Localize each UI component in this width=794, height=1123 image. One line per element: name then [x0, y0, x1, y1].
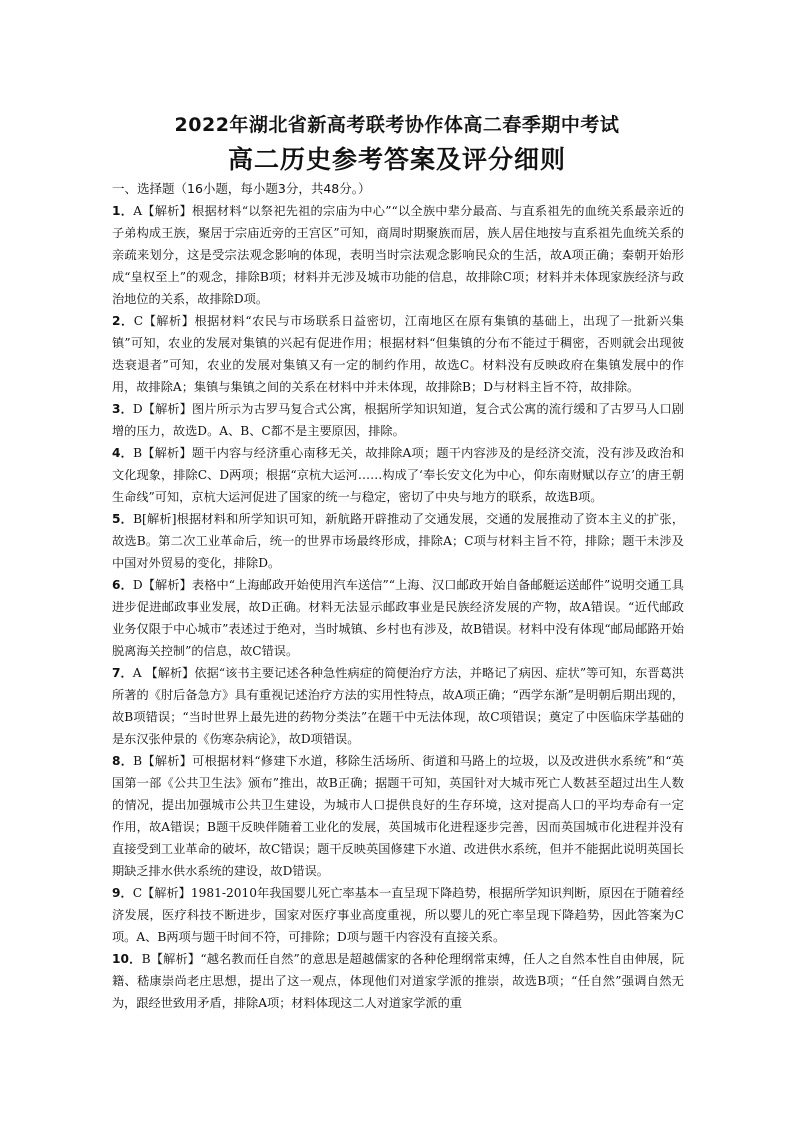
answer-text: B【解析】题干内容与经济重心南移无关，故排除A项；题干内容涉及的是经济交流，没有涉及政治和文化现象，排除C、D两项；根据“京杭大运河……构成了‘奉长安文化为中心，仰东南财赋以存立’的唐王朝生命线”可知，京杭大运河促进了国家的统一与稳定，密切了中央与地方的联系，故选B项。 [112, 446, 685, 504]
exam-title: 2022年湖北省新高考联考协作体高二春季期中考试 [174, 114, 620, 136]
answer-item-10 [112, 948, 684, 1014]
answer-text: C【解析】1981-2010年我国婴儿死亡率基本一直呈现下降趋势，根据所学知识判断，原因在于随着经济发展，医疗科技不断进步，国家对医疗事业高度重视，所以婴儿的死亡率呈现下降趋势，因此答案为C项。A、B两项与题干时间不符，可排除；D项与题干内容没有直接关系。 [112, 886, 684, 944]
answer-number: 2． [112, 314, 134, 328]
section-heading: 一、选择题（16小题，每小题3分，共48分。） [112, 181, 371, 196]
answer-number: 10． [112, 952, 142, 966]
answer-item-7 [112, 662, 684, 750]
answer-number: 8． [112, 754, 134, 768]
answer-text: B[解析]根据材料和所学知识可知，新航路开辟推动了交通发展，交通的发展推动了资本主义的扩张，故选B。第二次工业革命后，统一的世界市场最终形成，排除A；C项与材料主旨不符，排除；题干未涉及中国对外贸易的变化，排除D。 [112, 512, 685, 570]
answer-content [112, 178, 684, 1014]
answer-number: 1． [112, 204, 134, 218]
answer-number: 3． [112, 402, 133, 416]
answer-item-4 [112, 442, 684, 508]
answer-item-1 [112, 200, 684, 310]
answer-number: 5． [112, 512, 134, 526]
answer-number: 4． [112, 446, 134, 460]
answer-number: 9． [112, 886, 133, 900]
answer-text: D【解析】表格中“上海邮政开始使用汽车送信”“上海、汉口邮政开始自备邮艇运送邮件”说明交通工具进步促进邮政事业发展，故D正确。材料无法显示邮政事业是民族经济发展的产物，故A错误。“近代邮政业务仅限于中心城市”表述过于绝对，当时城镇、乡村也有涉及，故B错误。材料中没有体现“邮局邮路开始脱离海关控制”的信息，故C错误。 [112, 578, 684, 658]
answer-item-8 [112, 750, 684, 882]
answer-text: A【解析】根据材料“以祭祀先祖的宗庙为中心”“以全族中辈分最高、与直系祖先的血统关系最亲近的子弟构成王族，聚居于宗庙近旁的王宫区”可知，商周时期聚族而居，族人居住地按与直系祖先血统关系的亲疏来划分，这是受宗法观念影响的体现，表明当时宗法观念影响民众的生活，故A项正确；秦朝开始形成“皇权至上”的观念，排除B项；材料并无涉及城市功能的信息，故排除C项；材料并未体现家族经济与政治地位的关系，故排除D项。 [112, 204, 684, 306]
answer-item-3 [112, 398, 684, 442]
answer-text: B【解析】可根据材料“修建下水道，移除生活场所、街道和马路上的垃圾，以及改进供水系统”和“英国第一部《公共卫生法》颁布”推出，故B正确；据题干可知，英国针对大城市死亡人数甚至超过出生人数的情况，提出加强城市公共卫生建设，为城市人口提供良好的生存环境，这对提高人口的平均寿命有一定作用，故A错误；B题干反映伴随着工业化的发展，英国城市化进程逐步完善，因而英国城市化进程并没有直接受到工业革命的破坏，故C错误；题干反映英国修建下水道、改进供水系统，但并不能据此说明英国长期缺乏排水供水系统的建设，故D错误。 [112, 754, 684, 878]
answer-number: 7． [112, 666, 133, 680]
answer-number: 6． [112, 578, 133, 592]
answer-text: D【解析】图片所示为古罗马复合式公寓，根据所学知识知道，复合式公寓的流行缓和了古罗马人口剧增的压力，故选D。A、B、C都不是主要原因，排除。 [112, 402, 684, 438]
answer-text: A 【解析】依据“该书主要记述各种急性病症的简便治疗方法，并略记了病因、症状”等可知，东晋葛洪所著的《肘后备急方》具有重视记述治疗方法的实用性特点，故A项正确；“西学东渐”是明朝后期出现的，故B项错误；“当时世界上最先进的药物分类法”在题干中无法体现，故C项错误；奠定了中医临床学基础的是东汉张仲景的《伤寒杂病论》，故D项错误。 [112, 666, 684, 746]
document-title: 高二历史参考答案及评分细则 [227, 145, 566, 174]
answer-text: C【解析】根据材料“农民与市场联系日益密切，江南地区在原有集镇的基础上，出现了一批新兴集镇”可知，农业的发展对集镇的兴起有促进作用；根据材料“但集镇的分布不能过于稠密，否则就会出现彼迭衰退者”可知，农业的发展对集镇又有一定的制约作用，故选C。材料没有反映政府在集镇发展中的作用，故排除A；集镇与集镇之间的关系在材料中并未体现，故排除B；D与材料主旨不符，故排除。 [112, 314, 684, 394]
answer-item-6 [112, 574, 684, 662]
answer-item-5 [112, 508, 684, 574]
answer-item-9 [112, 882, 684, 948]
answer-text: B【解析】“越名教而任自然”的意思是超越儒家的各种伦理纲常束缚，任人之自然本性自由伸展，阮籍、嵇康崇尚老庄思想，提出了这一观点，体现他们对道家学派的推崇，故选B项；“任自然”强调自然无为，跟经世致用矛盾，排除A项；材料体现这二人对道家学派的重 [112, 952, 685, 1010]
answer-item-2 [112, 310, 684, 398]
